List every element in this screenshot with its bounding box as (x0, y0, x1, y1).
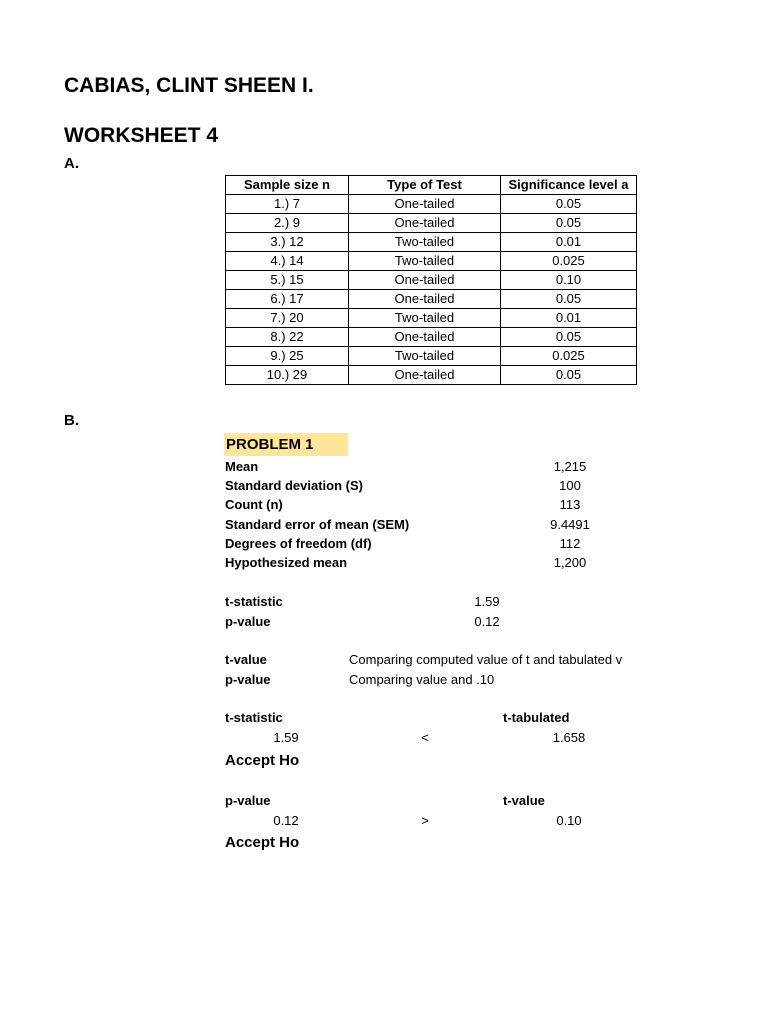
test2-conclusion: Accept Ho (225, 834, 300, 851)
result-label-t-statistic: t-statistic (225, 594, 283, 609)
cell-type-of-test: One-tailed (349, 195, 501, 214)
stat-label-count: Count (n) (225, 497, 283, 512)
result-value-p-value: 0.12 (474, 614, 500, 629)
cell-significance-level: 0.05 (501, 214, 637, 233)
cell-type-of-test: Two-tailed (349, 309, 501, 328)
cell-type-of-test: One-tailed (349, 290, 501, 309)
section-a-label: A. (64, 155, 79, 172)
cell-sample-size: 6.) 17 (226, 290, 349, 309)
test1-right-label: t-tabulated (503, 710, 570, 725)
table-header-row (226, 176, 637, 195)
column-header-sample-size: Sample size n (226, 176, 349, 195)
test1-left-value: 1.59 (273, 730, 299, 745)
test2-right-value: 0.10 (556, 813, 582, 828)
table-row (226, 195, 637, 214)
stat-label-standard-deviation: Standard deviation (S) (225, 478, 363, 493)
cell-type-of-test: Two-tailed (349, 252, 501, 271)
section-b-label: B. (64, 412, 79, 429)
problem-title: PROBLEM 1 (224, 433, 348, 456)
test2-left-value: 0.12 (273, 813, 299, 828)
stat-value-standard-deviation: 100 (559, 478, 581, 493)
table-row (226, 271, 637, 290)
table-row (226, 252, 637, 271)
stat-label-hypothesized-mean: Hypothesized mean (225, 555, 348, 570)
student-name: CABIAS, CLINT SHEEN I. (64, 74, 314, 97)
cell-type-of-test: One-tailed (349, 271, 501, 290)
cell-type-of-test: One-tailed (349, 328, 501, 347)
column-header-significance-level: Significance level a (501, 176, 637, 195)
cell-significance-level: 0.05 (501, 290, 637, 309)
table-row (226, 309, 637, 328)
cell-significance-level: 0.01 (501, 233, 637, 252)
test1-operator: < (421, 730, 429, 745)
comparison-text-t-value: Comparing computed value of t and tabulated v (349, 652, 623, 667)
cell-type-of-test: One-tailed (349, 214, 501, 233)
cell-sample-size: 3.) 12 (226, 233, 349, 252)
cell-sample-size: 10.) 29 (226, 366, 349, 385)
cell-significance-level: 0.05 (501, 366, 637, 385)
table-row (226, 290, 637, 309)
cell-sample-size: 5.) 15 (226, 271, 349, 290)
stat-value-standard-error: 9.4491 (550, 517, 590, 532)
sample-size-table (225, 175, 637, 385)
result-label-p-value: p-value (225, 614, 271, 629)
cell-significance-level: 0.01 (501, 309, 637, 328)
comparison-label-t-value: t-value (225, 652, 267, 667)
cell-sample-size: 2.) 9 (226, 214, 349, 233)
comparison-label-p-value: p-value (225, 672, 271, 687)
stat-value-hypothesized-mean: 1,200 (553, 555, 587, 570)
result-value-t-statistic: 1.59 (474, 594, 500, 609)
table-row (226, 233, 637, 252)
stat-label-degrees-of-freedom: Degrees of freedom (df) (225, 536, 372, 551)
table-row (226, 347, 637, 366)
test1-left-label: t-statistic (225, 710, 283, 725)
cell-significance-level: 0.05 (501, 328, 637, 347)
test2-left-label: p-value (225, 793, 271, 808)
comparison-text-p-value: Comparing value and .10 (349, 672, 495, 687)
stat-value-degrees-of-freedom: 112 (559, 536, 581, 551)
cell-significance-level: 0.05 (501, 195, 637, 214)
cell-sample-size: 8.) 22 (226, 328, 349, 347)
table-row (226, 366, 637, 385)
cell-type-of-test: Two-tailed (349, 233, 501, 252)
stat-label-standard-error: Standard error of mean (SEM) (225, 517, 410, 532)
cell-type-of-test: Two-tailed (349, 347, 501, 366)
stat-value-count: 113 (559, 497, 581, 512)
test2-right-label: t-value (503, 793, 545, 808)
test2-operator: > (421, 813, 429, 828)
cell-significance-level: 0.10 (501, 271, 637, 290)
cell-significance-level: 0.025 (501, 347, 637, 366)
cell-type-of-test: One-tailed (349, 366, 501, 385)
test1-right-value: 1.658 (552, 730, 586, 745)
stat-label-mean: Mean (225, 459, 259, 474)
cell-sample-size: 1.) 7 (226, 195, 349, 214)
cell-sample-size: 7.) 20 (226, 309, 349, 328)
worksheet-title: WORKSHEET 4 (64, 124, 219, 147)
table-row (226, 328, 637, 347)
cell-sample-size: 4.) 14 (226, 252, 349, 271)
cell-sample-size: 9.) 25 (226, 347, 349, 366)
table-row (226, 214, 637, 233)
cell-significance-level: 0.025 (501, 252, 637, 271)
column-header-type-of-test: Type of Test (349, 176, 501, 195)
test1-conclusion: Accept Ho (225, 752, 300, 769)
stat-value-mean: 1,215 (553, 459, 587, 474)
